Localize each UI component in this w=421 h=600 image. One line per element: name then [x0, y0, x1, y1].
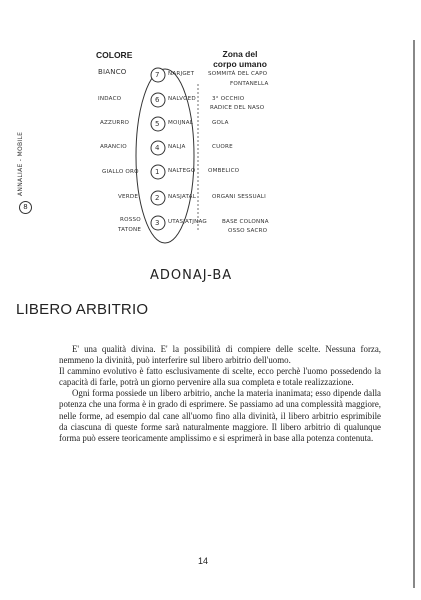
row-6-zone2: RADICE DEL NASO [210, 105, 265, 111]
node-3-number: 3 [155, 219, 160, 227]
row-3-zone2: OSSO SACRO [228, 228, 268, 234]
side-number-circle: 8 [19, 201, 32, 214]
row-1-zone: OMBELICO [208, 168, 240, 174]
row-5-zone: GOLA [212, 120, 229, 126]
node-4-number: 4 [155, 144, 160, 152]
row-5-name: MOIJNAL [168, 120, 194, 126]
paragraph-1: E' una qualità divina. E' la possibilità di compiere delle scelte. Nessuna forza, nemmeno la divinità, può interferire sul libero arbitrio dell'uomo. [59, 344, 381, 366]
row-1-name: NALTEGO [168, 168, 196, 174]
node-1-number: 1 [155, 168, 160, 176]
colore-header: COLORE [96, 50, 133, 60]
node-2-number: 2 [155, 194, 160, 202]
section-title: LIBERO ARBITRIO [16, 301, 149, 318]
row-3-name: UTASJATJNAG [168, 219, 207, 225]
paragraph-2: Il cammino evolutivo è fatto esclusivamente di scelte, ecco perchè l'uomo possedendo la capacità di farle, potrà un giorno pervenire alla sua completa e totale realizzazione. [59, 366, 381, 388]
chakra-diagram [0, 0, 421, 260]
row-7-zone: SOMMITÀ DEL CAPO [208, 71, 268, 77]
color-label-giallo-oro: GIALLO ORO [102, 169, 139, 175]
color-label-rosso: ROSSO [120, 217, 141, 223]
paragraph-3: Ogni forma possiede un libero arbitrio, anche la materia inanimata; esso dipende dalla potenza che una forma è in grado di esprimere. Se passiamo ad una complessità maggiore, nelle forme, ad esempio dal cane all'uomo fino alla divinità, il libero arbitrio esprimibile da ciascuna di queste forme sarà naturalmente maggiore. Il libero arbitrio di qualunque forma può essere teoricamente amplissimo e si esprimerà in base alla potenza contenuta. [59, 388, 381, 443]
page-number: 14 [198, 556, 209, 566]
adonaj-word: ADONAJ-BA [150, 268, 233, 283]
row-6-name: NALVGED [168, 96, 196, 102]
side-label: ANNALIAE - MOBILE [17, 131, 24, 196]
row-6-zone: 3° OCCHIO [212, 96, 245, 102]
zone-header-line1: Zona del [222, 49, 258, 59]
row-4-zone: CUORE [212, 144, 233, 150]
color-label-bianco: BIANCO [98, 68, 127, 76]
color-label-azzurro: AZZURRO [100, 120, 130, 126]
row-4-name: NALJA [168, 144, 186, 150]
row-2-name: NASJATAL [168, 194, 197, 200]
color-label-extra: TATONE [118, 227, 142, 233]
color-label-arancio: ARANCIO [100, 144, 127, 150]
row-2-zone: ORGANI SESSUALI [212, 194, 266, 200]
body-text [59, 344, 381, 444]
row-3-zone: BASE COLONNA [222, 219, 269, 225]
node-5-number: 5 [155, 120, 160, 128]
row-7-zone2: FONTANELLA [230, 81, 269, 87]
node-6-number: 6 [155, 96, 160, 104]
color-label-verde: VERDE [118, 194, 139, 200]
color-label-indaco: INDACO [98, 96, 122, 102]
row-7-name: NARJGET [168, 71, 195, 77]
node-7-number: 7 [155, 71, 160, 79]
zone-header-line2: corpo umano [213, 59, 267, 69]
